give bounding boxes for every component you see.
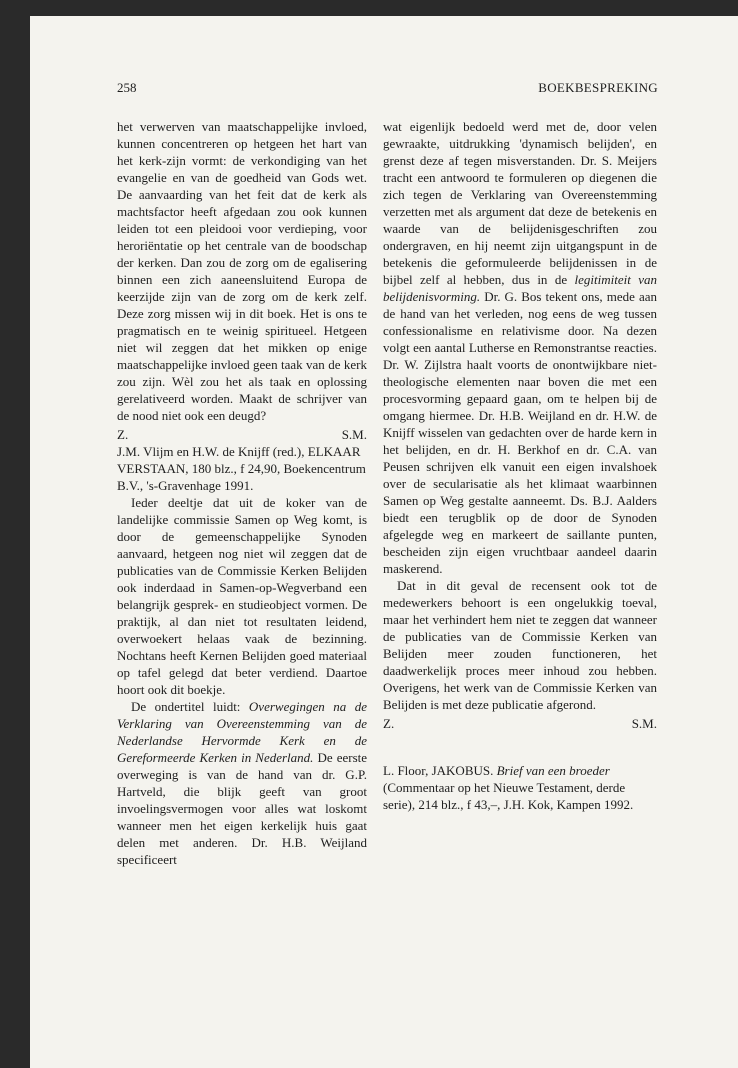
signature: [383, 715, 657, 732]
text-run: De ondertitel luidt:: [131, 699, 249, 714]
book-reference: [383, 762, 657, 813]
signature: [117, 426, 367, 443]
subtitle-italic: Overwegingen na de Verklaring van Overeenstemming van de Nederlandse Hervormde Kerk en de Gereformeerde Kerken in Nederland.: [117, 699, 367, 765]
paragraph: het verwerven van maatschappelijke invloed, kunnen concentreren op hetgeen het hart van het kerk-zijn vormt: de verkondiging van het evangelie en van de goedheid van Gods wet. De aanvaarding van het feit dat de kerk als machtsfactor heeft afgedaan zou ook kunnen leiden tot een pleidooi voor verdieping, voor heroriëntatie op het centrale van de boodschap der kerken. Dan zou de zorg om de egalisering binnen een zich aaneensluitend Europa de keerzijde zijn van de zorg om de kerk zelf. Deze zorg missen wij in dit boek. Het is ons te pragmatisch en te weinig spiritueel. Hetgeen niet wil zeggen dat het mikken op enige maatschappelijke invloed geen taak van de kerk zou zijn. Wèl zou het als taak en oplossing gerelativeerd worden. Maakt de schrijver van de nood niet ook een deugd?: [117, 119, 367, 423]
page-number: 258: [117, 80, 137, 95]
book-subtitle-italic: Brief van een broeder: [496, 763, 610, 778]
signature-left: Z.: [383, 716, 395, 731]
paragraph: Ieder deeltje dat uit de koker van de landelijke commissie Samen op Weg komt, is door de gemeenschappelijke Synoden aanvaard, hetgeen nog niet wil zeggen dat de publicaties van de Commissie Kerken Belijden ook inderdaad in Samen-op-Wegverband een belangrijk gesprek- en studieobject vormen. De praktijk, al dan niet tot resultaten leidend, overwoekert helaas vaak de bezinning. Nochtans heeft Kernen Belijden goed materiaal op tafel gelegd dat beter verdiend. Daartoe hoort ook dit boekje.: [117, 495, 367, 697]
paragraph: [383, 118, 657, 577]
section-title: BOEKBESPREKING: [538, 80, 658, 95]
signature-left: Z.: [117, 427, 129, 442]
paragraph: Dat in dit geval de recensent ook tot de medewerkers behoort is een ongelukkig toeval, maar het verhindert hem niet te zeggen dat wanneer de publicaties van de Commissie Kerken van Belijden meer zouden functioneren, het daadwerkelijk proces meer inhoud zou hebben. Overigens, het werk van de Commissie Kerken van Belijden is met deze publicatie afgerond.: [383, 578, 657, 712]
text-run: De eerste overweging is van de hand van dr. G.P. Hartveld, die blijk geeft van groot invoelingsvermogen voor alles wat loskomt wanneer men het eigen kerkelijk huis gaat delen met anderen. Dr. H.B. Weijland specificeert: [117, 750, 368, 867]
text-run: L. Floor, JAKOBUS.: [383, 763, 497, 778]
text-run: (Commentaar op het Nieuwe Testament, derde serie), 214 blz., f 43,–, J.H. Kok, Kampen 1992.: [383, 780, 634, 812]
page: [30, 16, 738, 1068]
right-column: [383, 118, 657, 813]
paragraph: [117, 698, 367, 868]
running-header: [117, 80, 658, 98]
text-run: wat eigenlijk bedoeld werd met de, door velen gewraakte, uitdrukking 'dynamisch belijden', en grenst deze af tegen misverstanden. Dr. S. Meijers tracht een antwoord te formuleren op diegenen die zich tegen de Verklaring van Overeenstemming verzetten met als argument dat deze de betekenis en waarde van de belijdenisgeschriften zou ondergraven, en hij neemt zijn uitgangspunt in de betekenis die geformuleerde belijdenissen in de bijbel zelf al hebben, dus in de: [383, 119, 657, 287]
text-run: Dr. G. Bos tekent ons, mede aan de hand van het verleden, nog eens de weg tussen confessionalisme en relativisme door. Na dezen volgt een aantal Lutherse en Remonstrantse reacties. Dr. W. Zijlstra haalt voorts de onontwijkbare niet-theologische elementen naar boven die met een procesvorming gepaard gaan, om te helpen bij de omgang hiermee. Dr. H.B. Weijland en dr. H.W. de Knijff wisselen van gedachten over de harde kern in het belijden, en dr. H. Berkhof en dr. C.A. van Peusen schrijven elk vanuit een eigen invalshoek over de secularisatie als het klimaat waarbinnen Samen op Weg gestalte aanneemt. Ds. B.J. Aalders biedt een terugblik op de door de Synoden afgelegde weg en markeert de saillante punten, bescheiden zijn eigen vruchtbaar aandeel daarin maskerend.: [383, 289, 657, 576]
italic-term: legitimiteit van belijdenisvorming.: [383, 272, 658, 304]
signature-right: S.M.: [631, 716, 657, 731]
left-column: [117, 118, 367, 868]
book-reference: J.M. Vlijm en H.W. de Knijff (red.), ELKAAR VERSTAAN, 180 blz., f 24,90, Boekencentrum B.V., 's-Gravenhage 1991.: [117, 444, 366, 493]
signature-right: S.M.: [341, 427, 367, 442]
